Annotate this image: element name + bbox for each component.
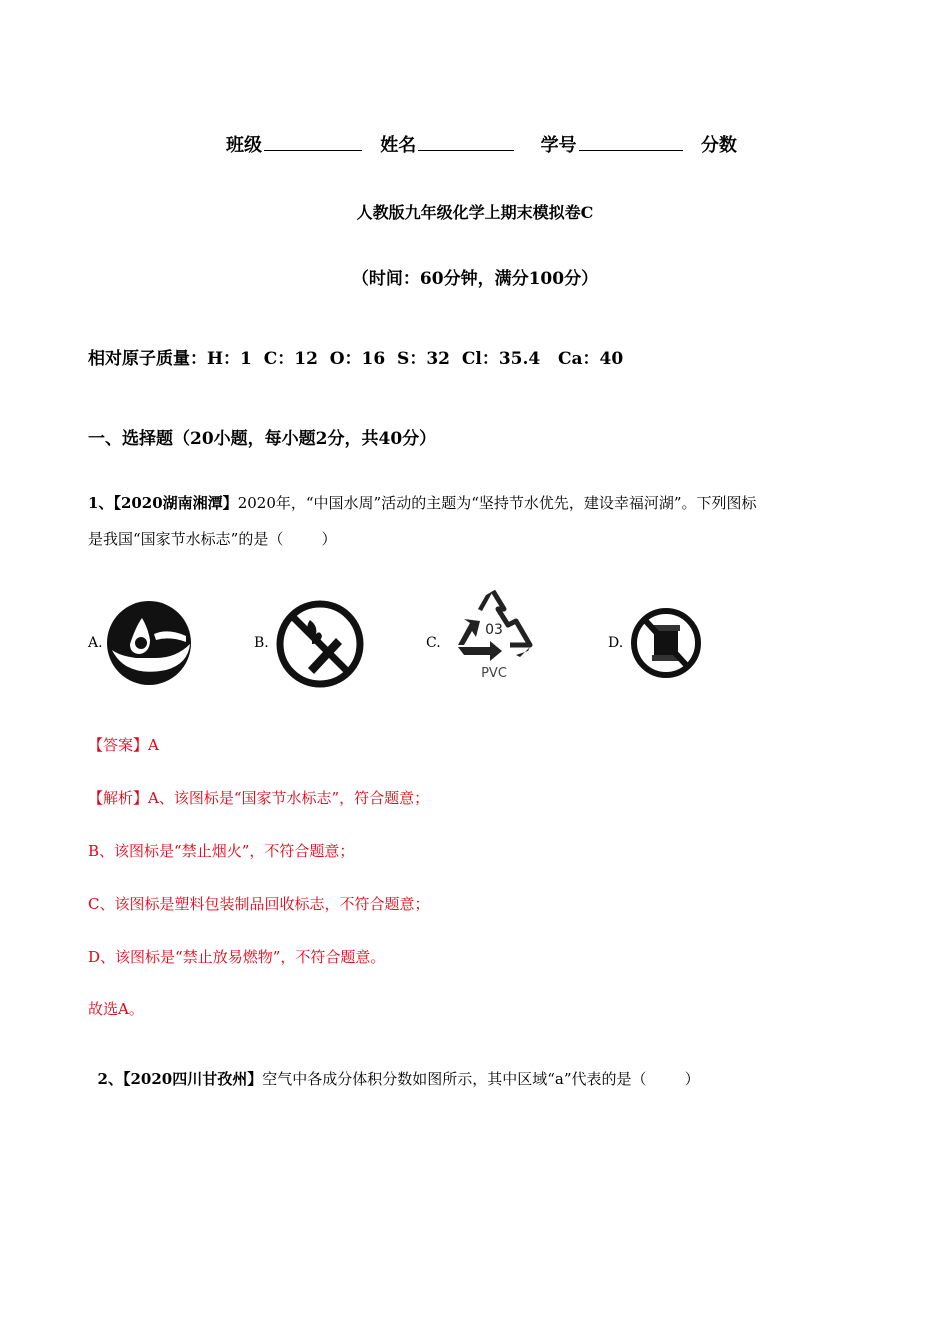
option-b-label: B. <box>254 635 269 651</box>
analysis-line-c: C、该图标是塑料包装制品回收标志，不符合题意； <box>88 895 430 913</box>
analysis-line-a: 【解析】A、该图标是“国家节水标志”，符合题意； <box>88 789 430 807</box>
class-label: 班级 <box>226 135 262 156</box>
name-label: 姓名 <box>380 135 417 156</box>
section-title: 一、选择题（20小题，每小题2分，共40分） <box>88 429 437 449</box>
recycle-pvc-icon <box>450 585 536 683</box>
question-number: 2、 <box>97 1070 123 1088</box>
conclusion: 故选A。 <box>88 1000 144 1018</box>
question-1-line-1 <box>88 492 757 513</box>
analysis-line-d: D、该图标是“禁止放易燃物”，不符合题意。 <box>88 948 386 966</box>
paper-subtitle: （时间：60分钟，满分100分） <box>351 269 599 289</box>
paper-title: 人教版九年级化学上期末模拟卷C <box>356 203 594 222</box>
no-flammables-icon <box>630 603 702 683</box>
option-d-label: D. <box>608 635 624 651</box>
question-text: 空气中各成分体积分数如图所示，其中区域“a”代表的是（ ） <box>262 1070 700 1088</box>
recycle-code: 03 <box>485 622 503 638</box>
question-number: 1、 <box>88 494 114 512</box>
question-text: 2020年，“中国水周”活动的主题为“坚持节水优先，建设幸福河湖”。下列图标 <box>237 494 757 512</box>
question-2 <box>88 1050 700 1089</box>
student-info-row <box>226 131 739 157</box>
recycle-caption: PVC <box>481 666 507 681</box>
question-source: 【2020四川甘孜州】 <box>122 1070 263 1088</box>
option-c-label: C. <box>426 635 441 651</box>
question-1-line-2: 是我国“国家节水标志”的是（ ） <box>88 530 337 548</box>
question-source: 【2020湖南湘潭】 <box>113 494 238 512</box>
number-label: 学号 <box>540 135 577 156</box>
number-blank[interactable] <box>579 136 683 151</box>
answer: 【答案】A <box>88 736 159 754</box>
option-a-label: A. <box>88 635 103 651</box>
atomic-mass-line: 相对原子质量：H：1 C：12 O：16 S：32 Cl：35.4 Ca：40 <box>88 349 624 369</box>
name-blank[interactable] <box>418 136 514 151</box>
no-smoking-icon <box>274 598 366 690</box>
score-label: 分数 <box>700 135 737 156</box>
water-saving-icon <box>106 600 192 686</box>
class-blank[interactable] <box>264 136 362 151</box>
analysis-line-b: B、该图标是“禁止烟火”，不符合题意； <box>88 842 355 860</box>
